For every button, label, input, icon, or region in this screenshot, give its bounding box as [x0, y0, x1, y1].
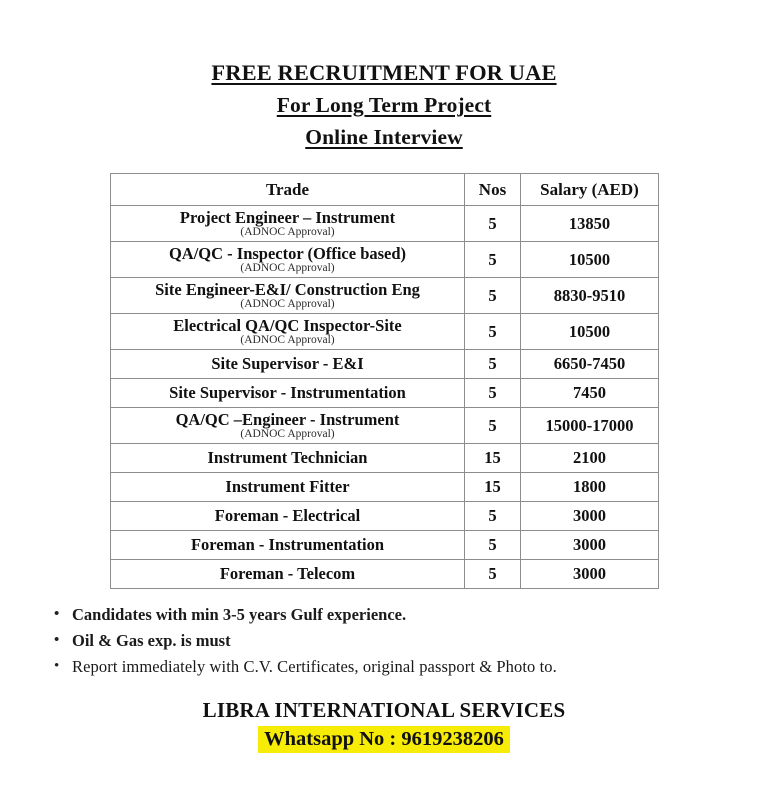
cell-trade	[111, 278, 465, 314]
cell-salary: 3000	[521, 531, 659, 560]
table-row	[111, 502, 659, 531]
table-row	[111, 473, 659, 502]
list-item	[0, 629, 768, 652]
trade-title: QA/QC - Inspector (Office based)	[168, 244, 407, 263]
cell-salary: 10500	[521, 314, 659, 350]
cell-nos: 5	[465, 314, 521, 350]
table-row	[111, 350, 659, 379]
cell-trade	[111, 350, 465, 379]
cell-trade	[111, 314, 465, 350]
table-header-row	[111, 174, 659, 206]
trade-title: Foreman - Electrical	[214, 506, 361, 525]
whatsapp-line	[0, 726, 768, 754]
bullet-icon: •	[54, 658, 60, 674]
cell-trade	[111, 379, 465, 408]
table-row	[111, 314, 659, 350]
cell-trade	[111, 206, 465, 242]
column-header-nos: Nos	[465, 174, 521, 206]
cell-nos: 5	[465, 560, 521, 589]
cell-salary: 3000	[521, 502, 659, 531]
cell-nos: 5	[465, 531, 521, 560]
trade-approval-note: (ADNOC Approval)	[240, 226, 335, 238]
cell-salary: 2100	[521, 444, 659, 473]
jobs-table-header	[111, 174, 659, 206]
cell-trade	[111, 560, 465, 589]
cell-salary: 6650-7450	[521, 350, 659, 379]
cell-salary: 15000-17000	[521, 408, 659, 444]
cell-nos: 5	[465, 502, 521, 531]
cell-nos: 5	[465, 206, 521, 242]
list-item-label: Oil & Gas exp. is must	[72, 631, 231, 650]
trade-title: Instrument Fitter	[225, 477, 350, 496]
trade-title: QA/QC –Engineer - Instrument	[175, 410, 400, 429]
table-row	[111, 560, 659, 589]
list-item-label: Report immediately with C.V. Certificates, original passport & Photo to.	[72, 657, 557, 676]
table-row	[111, 408, 659, 444]
table-row	[111, 278, 659, 314]
page-title-text: FREE RECRUITMENT FOR UAE	[211, 60, 557, 85]
page-subtitle-2-text: Online Interview	[305, 125, 463, 149]
cell-nos: 5	[465, 350, 521, 379]
page-subtitle-2	[0, 122, 768, 152]
bullet-icon: •	[54, 632, 60, 648]
trade-title: Project Engineer – Instrument	[179, 208, 396, 227]
table-row	[111, 379, 659, 408]
jobs-table-body	[111, 206, 659, 589]
column-header-trade: Trade	[111, 174, 465, 206]
column-header-salary: Salary (AED)	[521, 174, 659, 206]
cell-trade	[111, 473, 465, 502]
cell-trade	[111, 242, 465, 278]
jobs-table-container	[110, 173, 658, 589]
table-row	[111, 242, 659, 278]
cell-salary: 13850	[521, 206, 659, 242]
cell-nos: 5	[465, 278, 521, 314]
cell-salary: 10500	[521, 242, 659, 278]
cell-nos: 5	[465, 408, 521, 444]
cell-salary: 1800	[521, 473, 659, 502]
trade-title: Site Engineer-E&I/ Construction Eng	[155, 280, 420, 299]
list-item	[0, 603, 768, 626]
cell-trade	[111, 408, 465, 444]
page-subtitle-1	[0, 90, 768, 120]
page-subtitle-1-text: For Long Term Project	[276, 93, 492, 117]
table-row	[111, 444, 659, 473]
trade-title: Foreman - Instrumentation	[190, 535, 385, 554]
cell-trade	[111, 502, 465, 531]
table-row	[111, 206, 659, 242]
footer	[0, 697, 768, 754]
heading-block	[0, 0, 768, 152]
list-item	[0, 655, 768, 678]
company-name: LIBRA INTERNATIONAL SERVICES	[202, 698, 566, 722]
trade-title: Electrical QA/QC Inspector-Site	[173, 316, 402, 335]
cell-salary: 8830-9510	[521, 278, 659, 314]
trade-title: Site Supervisor - Instrumentation	[169, 383, 406, 402]
trade-approval-note: (ADNOC Approval)	[240, 298, 335, 310]
cell-nos: 15	[465, 444, 521, 473]
cell-nos: 15	[465, 473, 521, 502]
trade-approval-note: (ADNOC Approval)	[240, 428, 335, 440]
trade-approval-note: (ADNOC Approval)	[240, 262, 335, 274]
cell-nos: 5	[465, 379, 521, 408]
trade-title: Foreman - Telecom	[219, 564, 356, 583]
cell-salary: 3000	[521, 560, 659, 589]
trade-approval-note: (ADNOC Approval)	[240, 334, 335, 346]
cell-trade	[111, 531, 465, 560]
whatsapp-contact[interactable]: Whatsapp No : 9619238206	[258, 726, 510, 753]
trade-title: Instrument Technician	[207, 448, 368, 467]
requirements-list	[0, 603, 768, 678]
bullet-icon: •	[54, 606, 60, 622]
trade-title: Site Supervisor - E&I	[211, 354, 364, 373]
cell-trade	[111, 444, 465, 473]
jobs-table	[110, 173, 659, 589]
cell-salary: 7450	[521, 379, 659, 408]
table-row	[111, 531, 659, 560]
page-title	[0, 58, 768, 88]
list-item-label: Candidates with min 3-5 years Gulf experience.	[72, 605, 407, 624]
cell-nos: 5	[465, 242, 521, 278]
